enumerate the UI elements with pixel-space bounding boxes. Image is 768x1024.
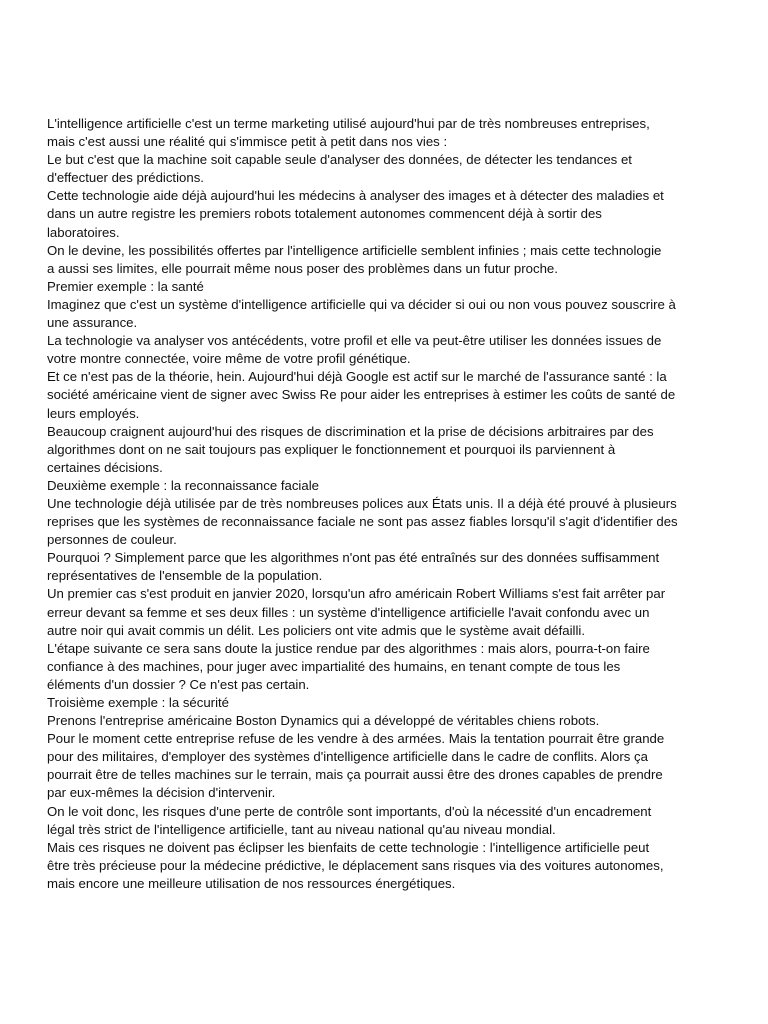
text-line: On le voit donc, les risques d'une perte de contrôle sont importants, d'où la nécessité d'un encadrement [47, 803, 652, 819]
text-line: légal très strict de l'intelligence artificielle, tant au niveau national qu'au niveau mondial. [47, 821, 556, 837]
text-line: Mais ces risques ne doivent pas éclipser les bienfaits de cette technologie : l'intelligence artificielle peut [47, 839, 650, 855]
document-body [47, 115, 727, 893]
text-line: L'étape suivante ce sera sans doute la justice rendue par des algorithmes : mais alors, pourra-t-on faire [47, 640, 650, 656]
section-heading: Premier exemple : la santé [47, 278, 204, 294]
text-line: par eux-mêmes la décision d'intervenir. [47, 785, 276, 801]
text-line: autre noir qui avait commis un délit. Les policiers ont vite admis que le système avait défailli. [47, 622, 586, 638]
text-line: Un premier cas s'est produit en janvier 2020, lorsqu'un afro américain Robert Williams s'est fait arrêter par [47, 586, 666, 602]
text-line: algorithmes dont on ne sait toujours pas expliquer le fonctionnement et pourquoi ils parviennent à [47, 441, 616, 457]
text-line: une assurance. [47, 315, 138, 331]
text-line: être très précieuse pour la médecine prédictive, le déplacement sans risques via des voitures autonomes, [47, 857, 664, 873]
text-line: confiance à des machines, pour juger avec impartialité des humains, en tenant compte de tous les [47, 658, 621, 674]
text-line: La technologie va analyser vos antécédents, votre profil et elle va peut-être utiliser les données issues de [47, 333, 662, 349]
text-line: d'effectuer des prédictions. [47, 170, 204, 186]
section-heading: Troisième exemple : la sécurité [47, 695, 230, 710]
text-line: On le devine, les possibilités offertes par l'intelligence artificielle semblent infinies ; mais cette technologie [47, 242, 662, 258]
text-line: société américaine vient de signer avec Swiss Re pour aider les entreprises à estimer les coûts de santé de [47, 387, 676, 403]
text-line: dans un autre registre les premiers robots totalement autonomes commencent déjà à sortir des [47, 206, 602, 222]
text-line: Beaucoup craignent aujourd'hui des risques de discrimination et la prise de décisions arbitraires par des [47, 423, 654, 439]
text-line: Et ce n'est pas de la théorie, hein. Aujourd'hui déjà Google est actif sur le marché de l'assurance santé : la [47, 369, 667, 385]
text-line: mais encore une meilleure utilisation de nos ressources énergétiques. [47, 875, 456, 891]
text-line: certaines décisions. [47, 459, 163, 475]
text-line: mais c'est aussi une réalité qui s'immisce petit à petit dans nos vies : [47, 134, 448, 150]
text-line: Pourquoi ? Simplement parce que les algorithmes n'ont pas été entraînés sur des données suffisamment [47, 550, 660, 566]
text-line: pour des militaires, d'employer des systèmes d'intelligence artificielle dans le cadre de conflits. Alors ça [47, 749, 648, 765]
text-line: erreur devant sa femme et ses deux filles : un système d'intelligence artificielle l'avait confondu avec un [47, 604, 650, 620]
text-line: Pour le moment cette entreprise refuse de les vendre à des armées. Mais la tentation pourrait être grande [47, 731, 665, 747]
text-line: a aussi ses limites, elle pourrait même nous poser des problèmes dans un futur proche. [47, 260, 558, 276]
text-line: éléments d'un dossier ? Ce n'est pas certain. [47, 676, 310, 692]
text-line: L'intelligence artificielle c'est un terme marketing utilisé aujourd'hui par de très nombreuses entreprises, [47, 116, 650, 131]
text-line: pourrait être de telles machines sur le terrain, mais ça pourrait aussi être des drones capables de prendre [47, 767, 663, 783]
text-line: Le but c'est que la machine soit capable seule d'analyser des données, de détecter les tendances et [47, 152, 632, 168]
text-line: Cette technologie aide déjà aujourd'hui les médecins à analyser des images et à détecter des maladies et [47, 188, 664, 204]
text-line: Prenons l'entreprise américaine Boston Dynamics qui a développé de véritables chiens robots. [47, 713, 600, 729]
text-line: représentatives de l'ensemble de la population. [47, 568, 323, 584]
text-line: reprises que les systèmes de reconnaissance faciale ne sont pas assez fiables lorsqu'il s'agit d'identifier des [47, 514, 678, 530]
text-line: Imaginez que c'est un système d'intelligence artificielle qui va décider si oui ou non vous pouvez souscrire à [47, 296, 676, 312]
text-line: personnes de couleur. [47, 532, 177, 548]
text-line: leurs employés. [47, 405, 140, 421]
text-line: laboratoires. [47, 224, 120, 240]
text-line: votre montre connectée, voire même de votre profil génétique. [47, 351, 411, 367]
text-line: Une technologie déjà utilisée par de très nombreuses polices aux États unis. Il a déjà été prouvé à plusieurs [47, 495, 677, 511]
section-heading: Deuxième exemple : la reconnaissance faciale [47, 477, 319, 493]
